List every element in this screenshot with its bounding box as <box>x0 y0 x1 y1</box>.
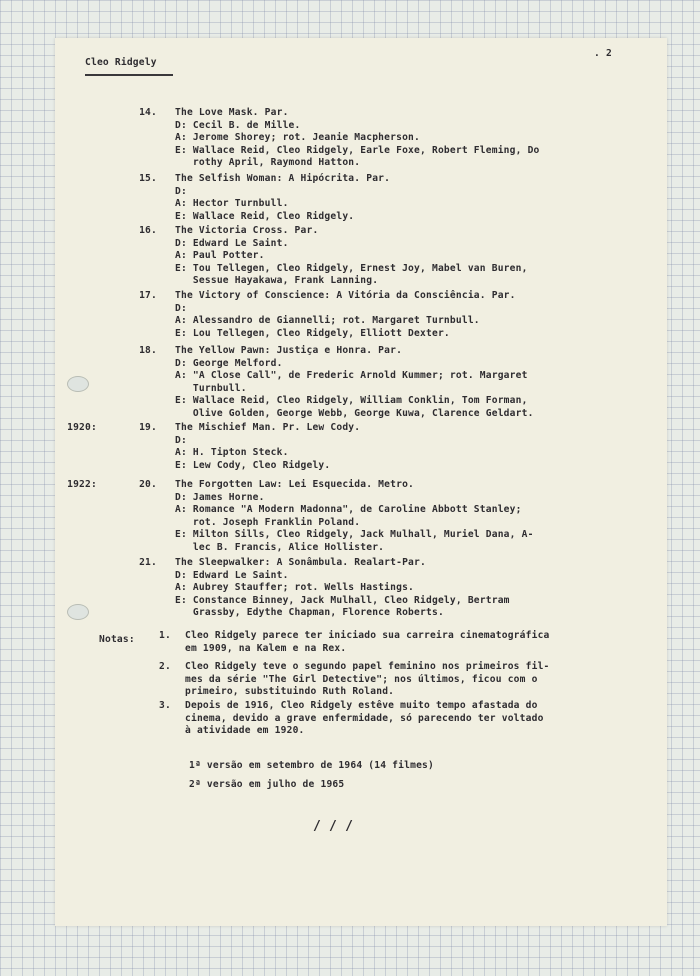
film-number: 20. <box>139 479 157 490</box>
film-number: 15. <box>139 173 157 184</box>
punch-hole <box>67 376 89 392</box>
film-credit: D: <box>175 302 187 314</box>
film-credit: D: <box>175 185 187 197</box>
note-line: cinema, devido a grave enfermidade, só parecendo ter voltado <box>185 712 544 724</box>
film-credit: A: Alessandro de Giannelli; rot. Margaret Turnbull. <box>175 315 480 326</box>
film-credit: Grassby, Edythe Chapman, Florence Roberts. <box>175 607 444 618</box>
film-credit: Olive Golden, George Webb, George Kuwa, Clarence Geldart. <box>175 407 534 419</box>
version-line: 2ª versão em julho de 1965 <box>189 779 345 790</box>
film-credit: A: Jerome Shorey; rot. Jeanie Macpherson. <box>175 132 421 143</box>
header-underline <box>85 74 173 76</box>
film-credit: A: H. Tipton Steck. <box>175 447 289 458</box>
film-credit: E: Wallace Reid, Cleo Ridgely, William Conklin, Tom Forman, <box>175 395 528 406</box>
film-year: 1920: <box>67 422 97 433</box>
film-credit: rot. Joseph Franklin Poland. <box>175 516 361 528</box>
film-entry <box>175 557 510 620</box>
note-line: mes da série "The Girl Detective"; nos últimos, ficou com o <box>185 673 538 685</box>
note-number: 3. <box>159 700 171 711</box>
typewritten-page <box>55 38 667 926</box>
film-credit: lec B. Francis, Alice Hollister. <box>175 541 385 553</box>
page-number: . 2 <box>594 48 612 59</box>
film-entry <box>175 225 528 288</box>
film-title: The Sleepwalker: A Sonâmbula. Realart-Par. <box>175 557 426 568</box>
film-credit: D: James Horne. <box>175 491 265 503</box>
film-credit: rothy April, Raymond Hatton. <box>175 157 361 168</box>
film-entry <box>175 479 534 554</box>
film-credit: D: George Melford. <box>175 357 283 369</box>
film-entry <box>175 345 534 420</box>
note-text <box>185 700 544 738</box>
note-text <box>185 661 550 699</box>
note-number: 2. <box>159 661 171 672</box>
film-title: The Selfish Woman: A Hipócrita. Par. <box>175 173 391 184</box>
film-credit: D: <box>175 434 187 446</box>
film-credit: D: Edward Le Saint. <box>175 569 289 581</box>
film-number: 16. <box>139 225 157 236</box>
film-credit: E: Constance Binney, Jack Mulhall, Cleo Ridgely, Bertram <box>175 594 510 606</box>
note-text <box>185 630 550 655</box>
version-line: 1ª versão em setembro de 1964 (14 filmes) <box>189 760 435 771</box>
film-title: The Love Mask. Par. <box>175 107 289 118</box>
film-entry <box>175 173 390 223</box>
film-number: 14. <box>139 107 157 118</box>
note-line: em 1909, na Kalem e na Rex. <box>185 642 347 654</box>
film-credit: E: Wallace Reid, Cleo Ridgely, Earle Foxe, Robert Fleming, Do <box>175 144 540 156</box>
film-credit: D: Cecil B. de Mille. <box>175 119 301 131</box>
film-number: 17. <box>139 290 157 301</box>
note-line: Cleo Ridgely parece ter iniciado sua carreira cinematográfica <box>185 630 550 641</box>
film-number: 21. <box>139 557 157 568</box>
film-credit: A: Paul Potter. <box>175 250 265 261</box>
header-name: Cleo Ridgely <box>85 57 157 68</box>
note-line: primeiro, substituindo Ruth Roland. <box>185 686 395 697</box>
film-entry <box>175 422 360 472</box>
film-credit: E: Lew Cody, Cleo Ridgely. <box>175 459 331 471</box>
punch-hole <box>67 604 89 620</box>
film-number: 18. <box>139 345 157 356</box>
closing-marks: / / / <box>313 819 354 834</box>
film-entry <box>175 290 516 340</box>
note-line: Depois de 1916, Cleo Ridgely estêve muito tempo afastada do <box>185 700 538 711</box>
film-credit: E: Tou Tellegen, Cleo Ridgely, Ernest Joy, Mabel van Buren, <box>175 262 528 274</box>
film-entry <box>175 107 540 170</box>
film-credit: A: Aubrey Stauffer; rot. Wells Hastings. <box>175 582 415 593</box>
note-line: Cleo Ridgely teve o segundo papel feminino nos primeiros fil- <box>185 661 550 672</box>
film-credit: A: Hector Turnbull. <box>175 198 289 209</box>
film-credit: A: "A Close Call", de Frederic Arnold Kummer; rot. Margaret <box>175 370 528 381</box>
film-credit: E: Milton Sills, Cleo Ridgely, Jack Mulhall, Muriel Dana, A- <box>175 529 534 540</box>
film-title: The Victoria Cross. Par. <box>175 225 319 236</box>
film-year: 1922: <box>67 479 97 490</box>
film-credit: Turnbull. <box>175 382 247 394</box>
film-credit: E: Lou Tellegen, Cleo Ridgely, Elliott Dexter. <box>175 327 450 339</box>
film-number: 19. <box>139 422 157 433</box>
note-line: à atividade em 1920. <box>185 725 305 736</box>
film-title: The Forgotten Law: Lei Esquecida. Metro. <box>175 479 415 490</box>
film-title: The Mischief Man. Pr. Lew Cody. <box>175 422 361 433</box>
film-credit: Sessue Hayakawa, Frank Lanning. <box>175 275 379 286</box>
film-title: The Victory of Conscience: A Vitória da Consciência. Par. <box>175 290 516 301</box>
notes-label: Notas: <box>99 634 135 645</box>
film-credit: D: Edward Le Saint. <box>175 237 289 249</box>
film-credit: A: Romance "A Modern Madonna", de Caroline Abbott Stanley; <box>175 504 522 515</box>
film-title: The Yellow Pawn: Justiça e Honra. Par. <box>175 345 403 356</box>
note-number: 1. <box>159 630 171 641</box>
film-credit: E: Wallace Reid, Cleo Ridgely. <box>175 210 355 222</box>
